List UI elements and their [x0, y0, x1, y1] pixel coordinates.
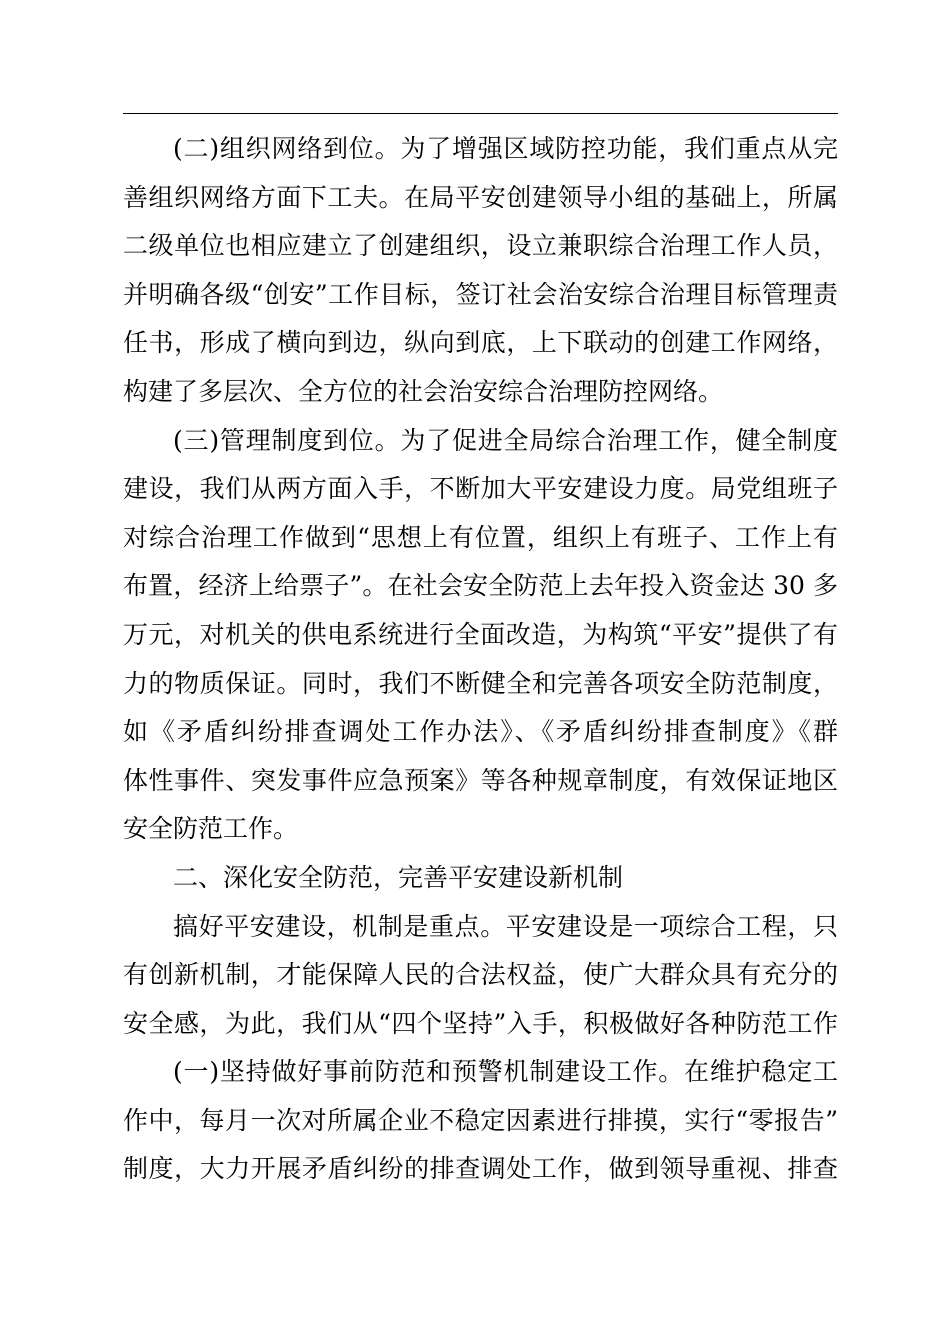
text-line: (二)组织网络到位。为了增强区域防控功能，我们重点从完 [173, 134, 838, 163]
text-line: 如《矛盾纠纷排查调处工作办法》、《矛盾纠纷排查制度》《群 [123, 717, 838, 747]
section-heading [123, 854, 838, 903]
text-line: (一)坚持做好事前防范和预警机制建设工作。在维护稳定工 [173, 1057, 838, 1087]
text-line: 任书，形成了横向到边，纵向到底，上下联动的创建工作网络， [123, 328, 838, 358]
document-body [123, 125, 838, 1194]
text-line: 安全防范工作。 [123, 814, 299, 844]
text-line: 并明确各级“创安”工作目标，签订社会治安综合治理目标管理责 [123, 279, 838, 309]
text-line: 布置，经济上给票子”。在社会安全防范上去年投入资金达 30 多 [123, 571, 838, 601]
text-line: 对综合治理工作做到“思想上有位置，组织上有班子、工作上有 [123, 522, 838, 552]
paragraph-organization-network [123, 125, 838, 417]
text-line: 二级单位也相应建立了创建组织，设立兼职综合治理工作人员， [123, 231, 838, 261]
text-line: 制度，大力开展矛盾纠纷的排查调处工作，做到领导重视、排查 [123, 1154, 838, 1184]
text-line: 体性事件、突发事件应急预案》等各种规章制度，有效保证地区 [123, 765, 838, 795]
paragraph-prevention-warning [123, 1048, 838, 1194]
text-line: 作中，每月一次对所属企业不稳定因素进行排摸，实行“零报告” [123, 1105, 838, 1135]
text-line: 有创新机制，才能保障人民的合法权益，使广大群众具有充分的 [123, 960, 838, 990]
text-line: (三)管理制度到位。为了促进全局综合治理工作，健全制度 [173, 425, 838, 455]
header-rule [123, 113, 838, 114]
text-line: 安全感，为此，我们从“四个坚持”入手，积极做好各种防范工作 [123, 1008, 838, 1038]
paragraph-mechanism-intro [123, 903, 838, 1049]
text-line: 构建了多层次、全方位的社会治安综合治理防控网络。 [123, 376, 724, 406]
section-heading-text: 二、深化安全防范，完善平安建设新机制 [173, 862, 624, 892]
text-line: 搞好平安建设，机制是重点。平安建设是一项综合工程，只 [173, 911, 838, 941]
text-line: 善组织网络方面下工夫。在局平安创建领导小组的基础上，所属 [123, 182, 838, 212]
text-line: 万元，对机关的供电系统进行全面改造，为构筑“平安”提供了有 [123, 619, 838, 649]
text-line: 力的物质保证。同时，我们不断健全和完善各项安全防范制度， [123, 668, 838, 698]
text-line: 建设，我们从两方面入手，不断加大平安建设力度。局党组班子 [123, 474, 838, 504]
paragraph-management-system [123, 417, 838, 854]
